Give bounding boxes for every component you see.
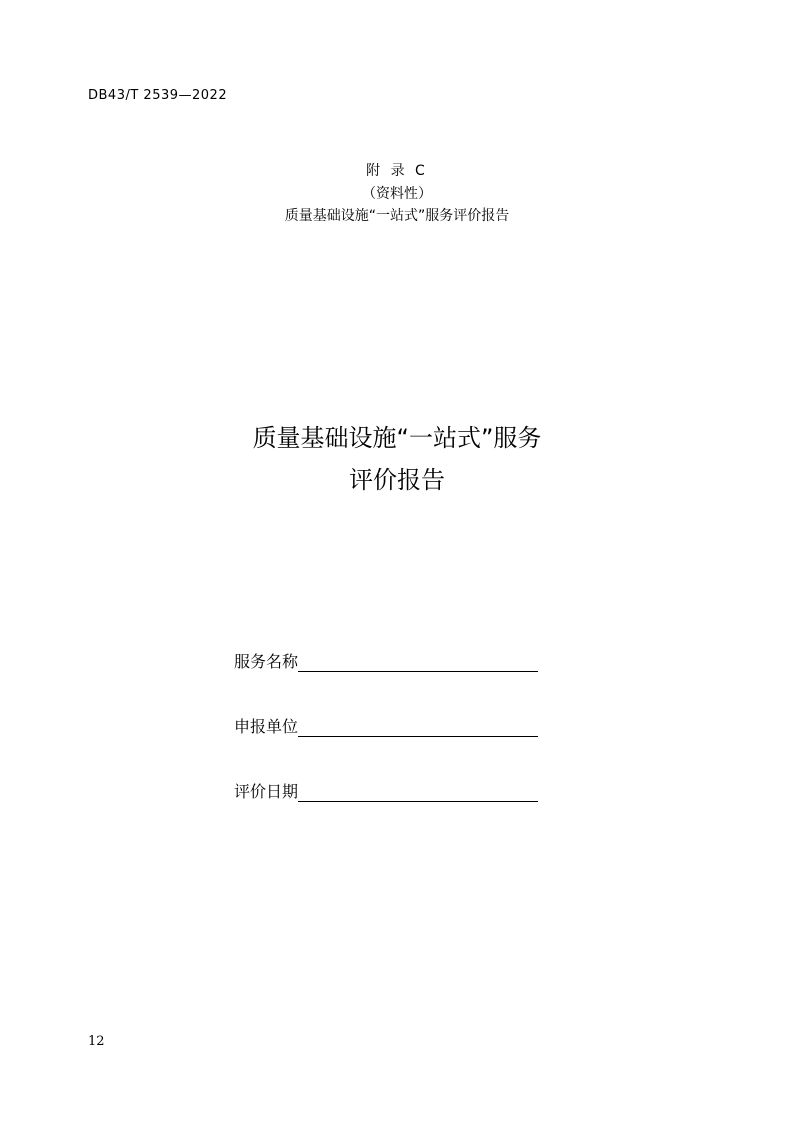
document-code: DB43/T 2539—2022 <box>88 88 228 103</box>
form-field-applicant <box>234 717 538 737</box>
evaluation-date-blank-line <box>298 783 538 802</box>
report-title-line-1: 质量基础设施“一站式”服务 <box>252 424 542 452</box>
service-name-blank-line <box>298 653 538 672</box>
report-title-line-2: 评价报告 <box>349 466 445 494</box>
annex-name: 质量基础设施“一站式”服务评价报告 <box>284 208 510 224</box>
form-field-label: 评价日期 <box>234 782 299 801</box>
form-field-evaluation-date <box>234 782 538 802</box>
form-field-label: 服务名称 <box>234 652 299 671</box>
annex-title: 附 录 C <box>366 163 428 179</box>
page-number: 12 <box>88 1034 105 1049</box>
applicant-blank-line <box>298 718 538 737</box>
form-field-label: 申报单位 <box>234 717 299 736</box>
form-field-service-name <box>234 652 538 672</box>
annex-type: （资料性） <box>362 186 432 202</box>
